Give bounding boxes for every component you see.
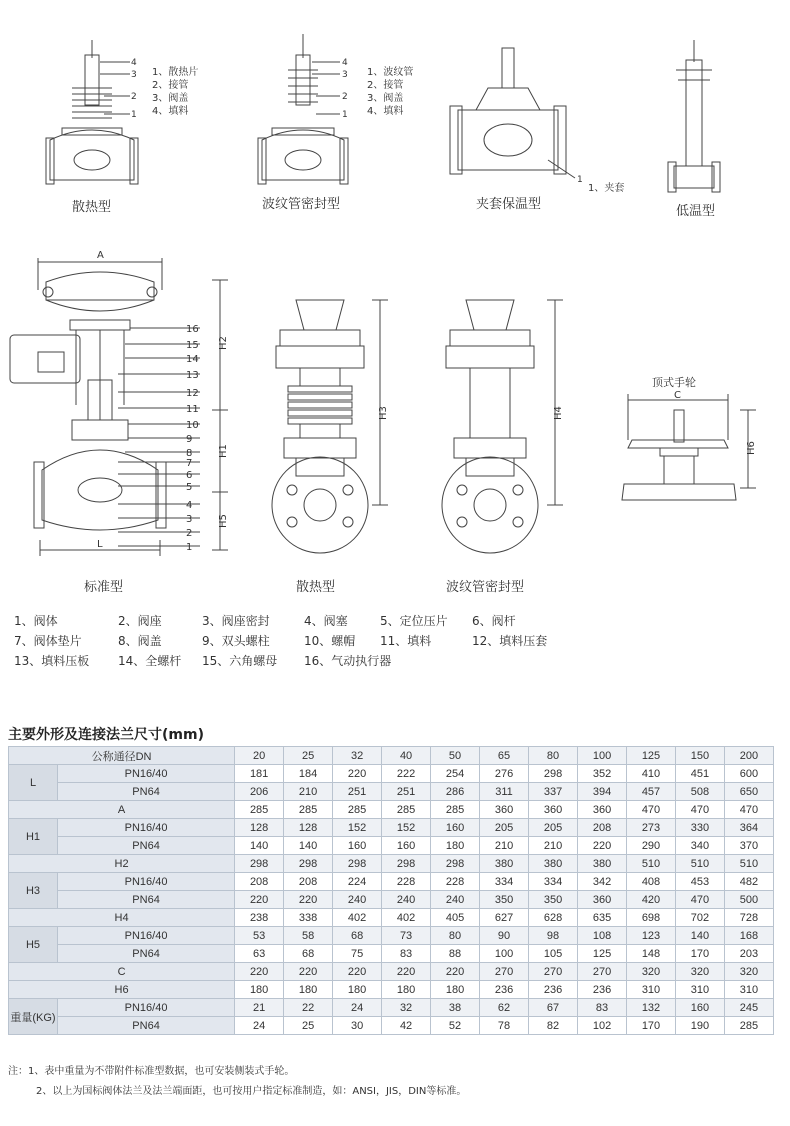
- part-num: 14: [186, 354, 199, 365]
- table-cell: 240: [431, 891, 480, 909]
- top-num: 1: [577, 175, 583, 185]
- table-cell: 270: [529, 963, 578, 981]
- table-cell: 627: [480, 909, 529, 927]
- table-cell: 310: [627, 981, 676, 999]
- table-cell: 482: [724, 873, 773, 891]
- table-cell: 286: [431, 783, 480, 801]
- table-cell: 180: [431, 981, 480, 999]
- table-cell: 290: [627, 837, 676, 855]
- part-num: 10: [186, 420, 199, 431]
- table-cell: 728: [724, 909, 773, 927]
- top-drawing-lowtemp: [668, 40, 720, 192]
- dim-H3: H3: [378, 406, 389, 420]
- table-cell: 220: [235, 891, 284, 909]
- table-cell: 220: [382, 963, 431, 981]
- dim-A: A: [97, 250, 104, 261]
- row-label: PN64: [58, 945, 235, 963]
- table-cell: 206: [235, 783, 284, 801]
- table-cell: 702: [675, 909, 724, 927]
- table-cell: 251: [333, 783, 382, 801]
- dim-H2: H2: [218, 336, 229, 350]
- table-cell: 125: [578, 945, 627, 963]
- table-row: [9, 927, 774, 945]
- table-cell: 83: [578, 999, 627, 1017]
- table-cell: 224: [333, 873, 382, 891]
- callout: 2、接管: [152, 80, 189, 91]
- table-cell: 180: [382, 981, 431, 999]
- table-cell: 337: [529, 783, 578, 801]
- table-cell: 180: [284, 981, 333, 999]
- table-cell: 342: [578, 873, 627, 891]
- table-cell: 24: [235, 1017, 284, 1035]
- table-cell: 320: [724, 963, 773, 981]
- table-cell: 285: [284, 801, 333, 819]
- table-cell: 82: [529, 1017, 578, 1035]
- caption-finned-top: 散热型: [72, 200, 112, 215]
- table-cell: 108: [578, 927, 627, 945]
- table-cell: 222: [382, 765, 431, 783]
- part-num: 11: [186, 404, 199, 415]
- table-cell: 334: [529, 873, 578, 891]
- table-cell: 408: [627, 873, 676, 891]
- table-cell: 273: [627, 819, 676, 837]
- callout: 4、填料: [367, 106, 404, 117]
- table-cell: 170: [675, 945, 724, 963]
- table-cell: 360: [480, 801, 529, 819]
- table-cell: 420: [627, 891, 676, 909]
- table-cell: 240: [333, 891, 382, 909]
- table-row: [9, 801, 774, 819]
- dim-H1: H1: [218, 444, 229, 458]
- part-num: 2: [186, 528, 193, 539]
- legend-item: 1、阀体: [14, 614, 58, 628]
- group-label: H1: [9, 819, 58, 855]
- table-cell: 160: [382, 837, 431, 855]
- table-cell: 205: [529, 819, 578, 837]
- callout: 1、散热片: [152, 67, 199, 78]
- table-row: [9, 819, 774, 837]
- table-cell: 338: [284, 909, 333, 927]
- table-cell: 470: [627, 801, 676, 819]
- table-cell: 140: [675, 927, 724, 945]
- row-label: H6: [9, 981, 235, 999]
- table-cell: 220: [235, 963, 284, 981]
- dn-header: 100: [578, 747, 627, 765]
- part-num: 7: [186, 458, 193, 469]
- group-label: H5: [9, 927, 58, 963]
- caption-lowtemp-top: 低温型: [676, 204, 716, 219]
- table-cell: 628: [529, 909, 578, 927]
- caption-standard: 标准型: [84, 580, 124, 595]
- table-cell: 32: [382, 999, 431, 1017]
- table-cell: 52: [431, 1017, 480, 1035]
- table-cell: 160: [675, 999, 724, 1017]
- table-cell: 285: [333, 801, 382, 819]
- table-cell: 203: [724, 945, 773, 963]
- table-cell: 83: [382, 945, 431, 963]
- table-cell: 67: [529, 999, 578, 1017]
- table-cell: 58: [284, 927, 333, 945]
- dn-header: 50: [431, 747, 480, 765]
- finned-bonnet-drawing: [272, 300, 388, 553]
- table-cell: 90: [480, 927, 529, 945]
- callout-list-bellows: [367, 66, 413, 118]
- table-row: [9, 873, 774, 891]
- table-cell: 298: [382, 855, 431, 873]
- table-cell: 380: [480, 855, 529, 873]
- callout-jacket: 1、夹套: [588, 183, 625, 194]
- legend-item: 4、阀塞: [304, 614, 348, 628]
- row-label: PN64: [58, 837, 235, 855]
- table-cell: 635: [578, 909, 627, 927]
- dn-header: 20: [235, 747, 284, 765]
- table-cell: 184: [284, 765, 333, 783]
- table-cell: 298: [284, 855, 333, 873]
- dn-header: 125: [627, 747, 676, 765]
- caption-jacketed-top: 夹套保温型: [476, 197, 542, 212]
- table-cell: 220: [431, 963, 480, 981]
- table-cell: 180: [235, 981, 284, 999]
- callout: 4、填料: [152, 106, 189, 117]
- handwheel-drawing: [622, 394, 756, 500]
- row-label: PN16/40: [58, 873, 235, 891]
- callout-list-finned: [152, 66, 198, 118]
- table-cell: 508: [675, 783, 724, 801]
- table-cell: 285: [382, 801, 431, 819]
- table-cell: 170: [627, 1017, 676, 1035]
- bellows-bonnet-drawing: [442, 300, 563, 553]
- dim-H4: H4: [553, 406, 564, 420]
- table-cell: 88: [431, 945, 480, 963]
- table-cell: 53: [235, 927, 284, 945]
- table-header-row: [9, 747, 774, 765]
- table-cell: 254: [431, 765, 480, 783]
- table-cell: 285: [235, 801, 284, 819]
- table-row: [9, 1017, 774, 1035]
- table-cell: 360: [529, 801, 578, 819]
- table-cell: 128: [284, 819, 333, 837]
- table-cell: 285: [724, 1017, 773, 1035]
- table-cell: 100: [480, 945, 529, 963]
- top-num: 3: [342, 70, 348, 80]
- table-cell: 405: [431, 909, 480, 927]
- top-drawing-bellows: [258, 34, 348, 184]
- part-num: 1: [186, 542, 193, 553]
- table-cell: 380: [529, 855, 578, 873]
- callout: 3、阀盖: [152, 93, 189, 104]
- table-cell: 228: [431, 873, 480, 891]
- table-cell: 352: [578, 765, 627, 783]
- table-cell: 380: [578, 855, 627, 873]
- legend-item: 2、阀座: [118, 614, 162, 628]
- table-cell: 228: [382, 873, 431, 891]
- table-cell: 220: [333, 765, 382, 783]
- table-cell: 22: [284, 999, 333, 1017]
- part-num: 16: [186, 324, 199, 335]
- dim-H5: H5: [218, 514, 229, 528]
- table-cell: 132: [627, 999, 676, 1017]
- table-cell: 310: [724, 981, 773, 999]
- table-cell: 270: [480, 963, 529, 981]
- table-cell: 334: [480, 873, 529, 891]
- table-row: [9, 981, 774, 999]
- top-num: 3: [131, 70, 137, 80]
- table-cell: 251: [382, 783, 431, 801]
- table-cell: 451: [675, 765, 724, 783]
- callout: 3、阀盖: [367, 93, 404, 104]
- table-cell: 470: [675, 801, 724, 819]
- group-label: L: [9, 765, 58, 801]
- dn-header: 200: [724, 747, 773, 765]
- top-num: 4: [131, 58, 137, 68]
- callout: 1、波纹管: [367, 67, 414, 78]
- table-cell: 370: [724, 837, 773, 855]
- table-cell: 236: [480, 981, 529, 999]
- legend-item: 14、全螺杆: [118, 654, 182, 668]
- group-label: 重量(KG): [9, 999, 58, 1035]
- part-num: 15: [186, 340, 199, 351]
- table-cell: 236: [529, 981, 578, 999]
- table-cell: 298: [529, 765, 578, 783]
- table-cell: 220: [578, 837, 627, 855]
- table-cell: 470: [675, 891, 724, 909]
- part-num: 4: [186, 500, 193, 511]
- table-cell: 78: [480, 1017, 529, 1035]
- dim-H6: H6: [746, 441, 757, 455]
- table-cell: 650: [724, 783, 773, 801]
- legend-item: 8、阀盖: [118, 634, 162, 648]
- top-num: 2: [342, 92, 348, 102]
- table-cell: 73: [382, 927, 431, 945]
- dim-L: L: [97, 539, 103, 550]
- legend-item: 16、气动执行器: [304, 654, 392, 668]
- table-cell: 208: [578, 819, 627, 837]
- callout: 2、接管: [367, 80, 404, 91]
- table-cell: 320: [627, 963, 676, 981]
- table-row: [9, 783, 774, 801]
- table-cell: 340: [675, 837, 724, 855]
- table-cell: 410: [627, 765, 676, 783]
- table-cell: 160: [333, 837, 382, 855]
- group-label: H3: [9, 873, 58, 909]
- note-line: 2、以上为国标阀体法兰及法兰端面距，也可按用户指定标准制造，如：ANSI，JIS，DIN等标准。: [36, 1086, 467, 1097]
- table-cell: 276: [480, 765, 529, 783]
- table-cell: 42: [382, 1017, 431, 1035]
- table-cell: 68: [284, 945, 333, 963]
- dn-header: 65: [480, 747, 529, 765]
- table-cell: 470: [724, 801, 773, 819]
- table-cell: 208: [235, 873, 284, 891]
- table-cell: 30: [333, 1017, 382, 1035]
- table-cell: 102: [578, 1017, 627, 1035]
- table-cell: 510: [675, 855, 724, 873]
- table-cell: 510: [724, 855, 773, 873]
- row-label: H4: [9, 909, 235, 927]
- legend-item: 15、六角螺母: [202, 654, 278, 668]
- table-row: [9, 945, 774, 963]
- table-cell: 510: [627, 855, 676, 873]
- table-cell: 180: [333, 981, 382, 999]
- table-row: [9, 855, 774, 873]
- table-cell: 75: [333, 945, 382, 963]
- table-cell: 180: [431, 837, 480, 855]
- table-cell: 190: [675, 1017, 724, 1035]
- caption-finned-mid: 散热型: [296, 580, 336, 595]
- part-num: 8: [186, 448, 193, 459]
- row-label: PN16/40: [58, 819, 235, 837]
- top-num: 4: [342, 58, 348, 68]
- table-cell: 98: [529, 927, 578, 945]
- table-cell: 181: [235, 765, 284, 783]
- table-cell: 63: [235, 945, 284, 963]
- note-line: 注：1、表中重量为不带附件标准型数据，也可安装侧装式手轮。: [8, 1066, 295, 1077]
- table-cell: 105: [529, 945, 578, 963]
- table-cell: 236: [578, 981, 627, 999]
- table-cell: 140: [235, 837, 284, 855]
- table-title: 主要外形及连接法兰尺寸(mm): [8, 727, 204, 743]
- table-cell: 68: [333, 927, 382, 945]
- table-row: [9, 999, 774, 1017]
- caption-handwheel: 顶式手轮: [652, 376, 696, 389]
- table-cell: 360: [578, 801, 627, 819]
- legend-item: 10、螺帽: [304, 634, 356, 648]
- dim-C: C: [674, 390, 681, 401]
- table-cell: 148: [627, 945, 676, 963]
- table-cell: 402: [333, 909, 382, 927]
- row-label: C: [9, 963, 235, 981]
- dn-header: 80: [529, 747, 578, 765]
- table-cell: 238: [235, 909, 284, 927]
- table-cell: 298: [333, 855, 382, 873]
- table-cell: 298: [235, 855, 284, 873]
- table-cell: 453: [675, 873, 724, 891]
- row-label: PN16/40: [58, 765, 235, 783]
- table-cell: 350: [529, 891, 578, 909]
- part-num: 6: [186, 470, 193, 481]
- table-cell: 500: [724, 891, 773, 909]
- table-cell: 140: [284, 837, 333, 855]
- dimension-table: [8, 746, 774, 1035]
- table-cell: 330: [675, 819, 724, 837]
- table-cell: 80: [431, 927, 480, 945]
- table-cell: 128: [235, 819, 284, 837]
- table-row: [9, 909, 774, 927]
- table-cell: 160: [431, 819, 480, 837]
- top-drawing-jacketed: [450, 48, 575, 178]
- table-cell: 285: [431, 801, 480, 819]
- table-cell: 298: [431, 855, 480, 873]
- part-num: 12: [186, 388, 199, 399]
- table-cell: 402: [382, 909, 431, 927]
- row-label: PN64: [58, 891, 235, 909]
- row-label: PN16/40: [58, 999, 235, 1017]
- caption-bellows-mid: 波纹管密封型: [446, 580, 525, 595]
- dn-header: 150: [675, 747, 724, 765]
- table-cell: 62: [480, 999, 529, 1017]
- table-cell: 38: [431, 999, 480, 1017]
- table-cell: 364: [724, 819, 773, 837]
- legend-item: 3、阀座密封: [202, 614, 270, 628]
- table-cell: 152: [333, 819, 382, 837]
- table-cell: 25: [284, 1017, 333, 1035]
- caption-bellows-top: 波纹管密封型: [262, 197, 341, 212]
- table-cell: 152: [382, 819, 431, 837]
- table-cell: 220: [333, 963, 382, 981]
- table-cell: 240: [382, 891, 431, 909]
- legend-item: 12、填料压套: [472, 634, 548, 648]
- table-cell: 310: [675, 981, 724, 999]
- table-cell: 24: [333, 999, 382, 1017]
- table-row: [9, 891, 774, 909]
- table-cell: 210: [529, 837, 578, 855]
- legend-item: 9、双头螺柱: [202, 634, 270, 648]
- legend-item: 5、定位压片: [380, 614, 448, 628]
- table-cell: 320: [675, 963, 724, 981]
- top-num: 1: [342, 110, 348, 120]
- part-num: 5: [186, 482, 193, 493]
- table-cell: 457: [627, 783, 676, 801]
- top-drawing-finned: [46, 40, 138, 184]
- table-cell: 205: [480, 819, 529, 837]
- table-cell: 220: [284, 891, 333, 909]
- table-row: [9, 837, 774, 855]
- table-cell: 270: [578, 963, 627, 981]
- top-num: 1: [131, 110, 137, 120]
- table-cell: 311: [480, 783, 529, 801]
- legend-item: 13、填料压板: [14, 654, 90, 668]
- row-label: A: [9, 801, 235, 819]
- row-label: PN64: [58, 1017, 235, 1035]
- table-cell: 168: [724, 927, 773, 945]
- table-cell: 350: [480, 891, 529, 909]
- table-cell: 360: [578, 891, 627, 909]
- notes: [8, 1062, 466, 1102]
- dn-header: 40: [382, 747, 431, 765]
- table-cell: 208: [284, 873, 333, 891]
- table-row: [9, 963, 774, 981]
- part-num: 3: [186, 514, 193, 525]
- table-cell: 123: [627, 927, 676, 945]
- row-label: PN64: [58, 783, 235, 801]
- table-cell: 220: [284, 963, 333, 981]
- dn-header: 32: [333, 747, 382, 765]
- table-cell: 600: [724, 765, 773, 783]
- table-cell: 394: [578, 783, 627, 801]
- part-num: 9: [186, 434, 193, 445]
- table-cell: 210: [480, 837, 529, 855]
- top-num: 2: [131, 92, 137, 102]
- row-label: PN16/40: [58, 927, 235, 945]
- part-num: 13: [186, 370, 199, 381]
- table-cell: 698: [627, 909, 676, 927]
- table-cell: 21: [235, 999, 284, 1017]
- row-label: H2: [9, 855, 235, 873]
- dn-header: 25: [284, 747, 333, 765]
- table-cell: 245: [724, 999, 773, 1017]
- header-label: 公称通径DN: [9, 747, 235, 765]
- legend-item: 7、阀体垫片: [14, 634, 82, 648]
- table-row: [9, 765, 774, 783]
- legend-item: 6、阀杆: [472, 614, 516, 628]
- table-cell: 210: [284, 783, 333, 801]
- legend-item: 11、填料: [380, 634, 432, 648]
